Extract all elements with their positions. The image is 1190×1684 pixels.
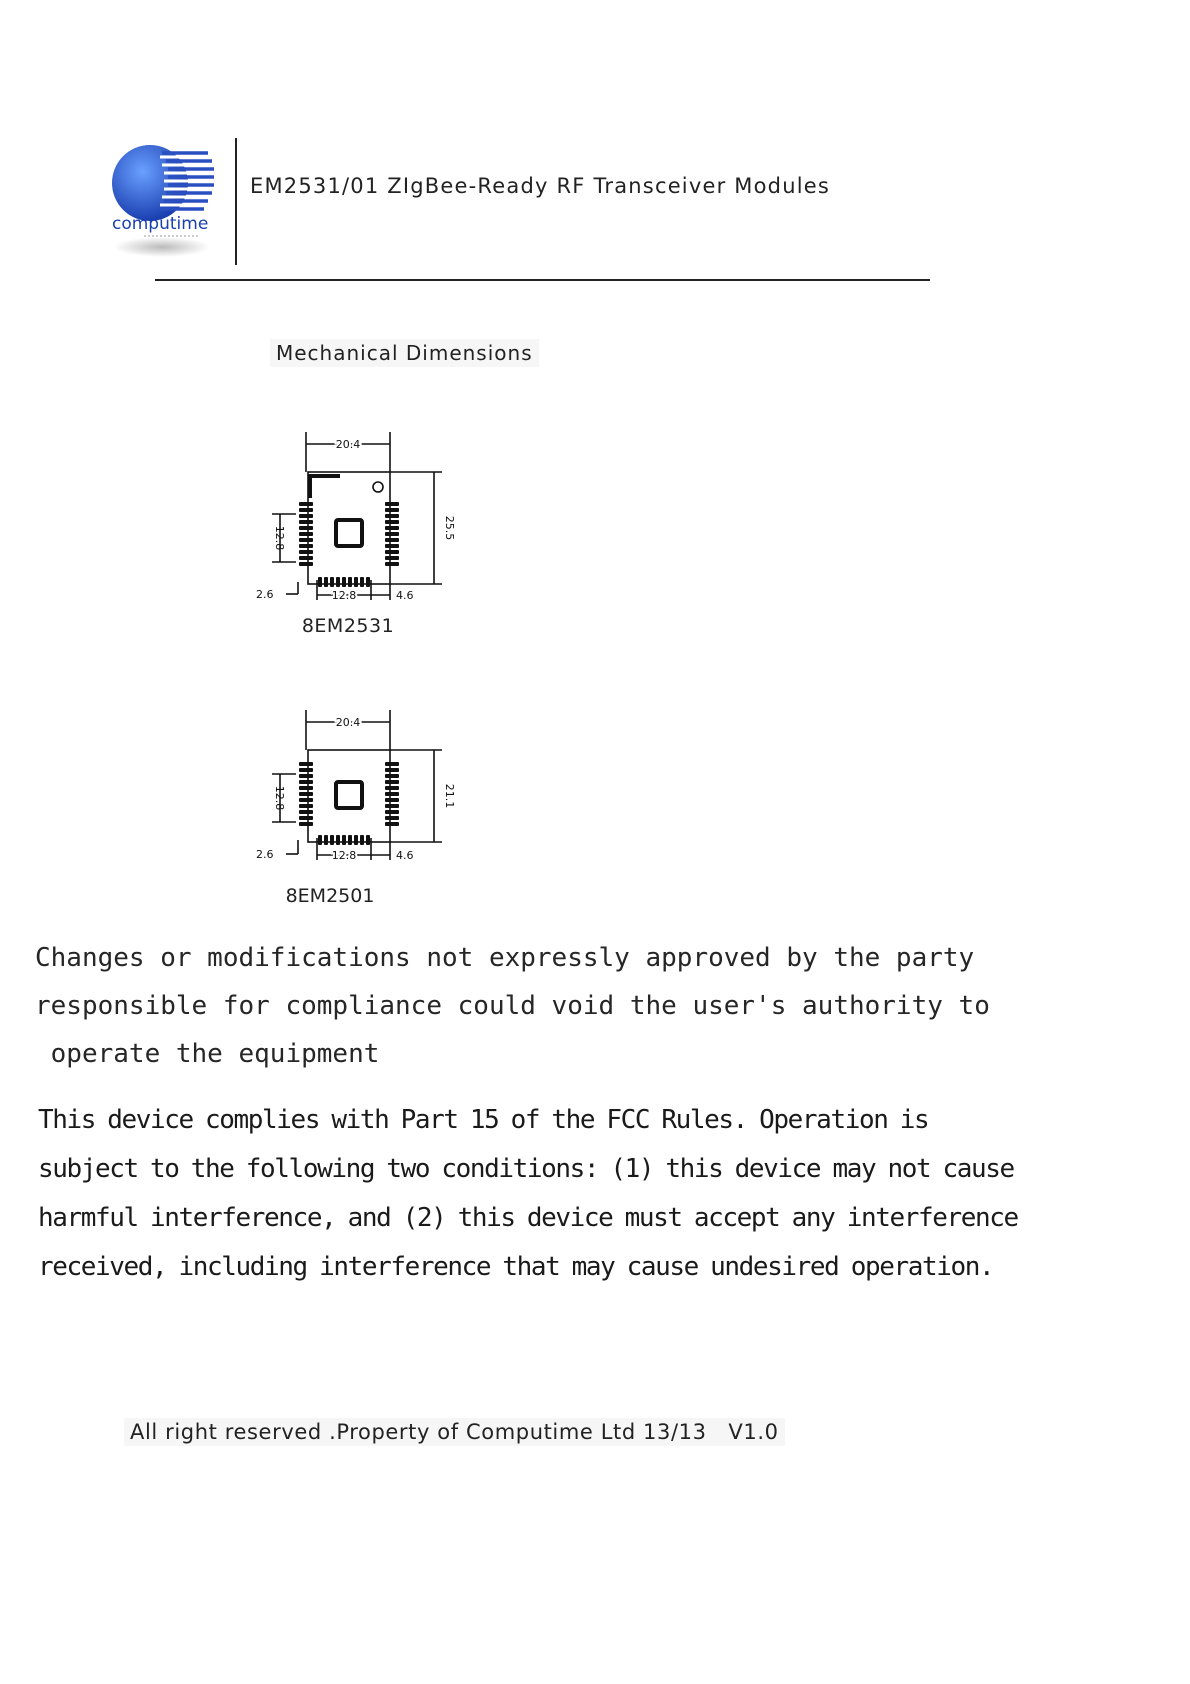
drawing-8em2531 (250, 432, 460, 651)
warning-line: Changes or modifications not expressly approved by the party (35, 943, 975, 973)
company-logo (100, 135, 230, 265)
header-divider (235, 138, 237, 265)
part-label: 8EM2501 (285, 885, 375, 907)
header-rule (155, 279, 930, 281)
footer-copyright: All right reserved .Property of Computime Ltd 13/13 V1.0 (124, 1418, 785, 1446)
logo-wordmark: computime (112, 214, 209, 234)
warning-line: operate the equipment (35, 1039, 380, 1069)
section-title: Mechanical Dimensions (270, 339, 539, 367)
dim-bottom-left: 2.6 (256, 588, 274, 601)
dim-bottom-center: 12.8 (331, 849, 357, 862)
fcc-line: harmful interference, and (2) this device must accept any interference (38, 1203, 1018, 1233)
fcc-line: received, including interference that may cause undesired operation. (38, 1252, 994, 1282)
part-label: 8EM2531 (301, 615, 395, 637)
modification-warning (35, 934, 1065, 1078)
fcc-line: subject to the following two conditions: (1) this device may not cause (38, 1154, 1014, 1184)
fcc-line: This device complies with Part 15 of the FCC Rules. Operation is (38, 1105, 929, 1135)
drawing-8em2501 (250, 710, 460, 914)
dim-top: 20.4 (335, 716, 361, 729)
fcc-statement (38, 1096, 1098, 1292)
dim-top: 20.4 (335, 438, 361, 451)
dim-bottom-right: 4.6 (396, 589, 414, 602)
dim-right: 25.5 (443, 515, 456, 541)
dim-bottom-right: 4.6 (396, 849, 414, 862)
dim-bottom-center: 12.8 (331, 589, 357, 602)
dim-right: 21.1 (443, 783, 456, 809)
dim-left: 12.8 (273, 785, 286, 811)
document-title: EM2531/01 ZIgBee-Ready RF Transceiver Modules (250, 174, 831, 198)
dim-left: 12.8 (273, 525, 286, 551)
warning-line: responsible for compliance could void the user's authority to (35, 991, 990, 1021)
dim-bottom-left: 2.6 (256, 848, 274, 861)
